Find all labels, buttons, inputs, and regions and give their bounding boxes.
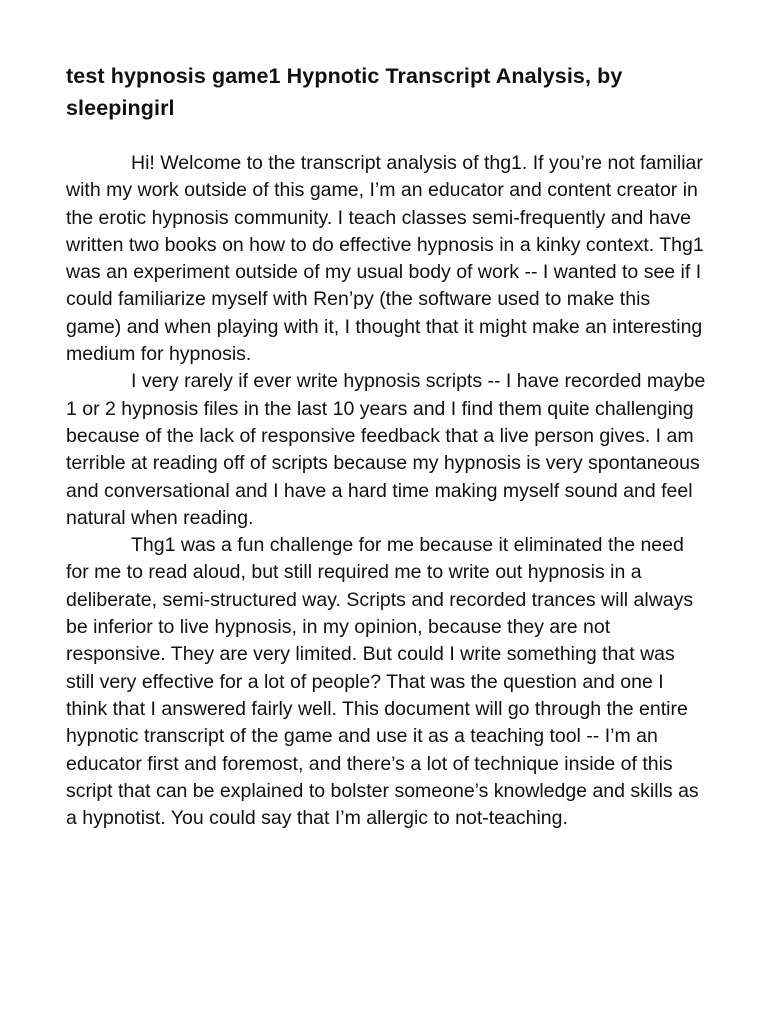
paragraph-3: Thg1 was a fun challenge for me because it eliminated the need for me to read aloud, but still required me to write out hypnosis in a deliberate, semi-structured way. Scripts and recorded trances will always be inferior to live hypnosis, in my opinion, because they are not responsive. They are very limited. But could I write something that was still very effective for a lot of people? That was the question and one I think that I answered fairly well. This document will go through the entire hypnotic transcript of the game and use it as a teaching tool -- I’m an educator first and foremost, and there’s a lot of technique inside of this script that can be explained to bolster someone’s knowledge and skills as a hypnotist. You could say that I’m allergic to not-teaching. bbox=[66, 534, 699, 830]
document-page bbox=[66, 60, 708, 832]
paragraph-2: I very rarely if ever write hypnosis scripts -- I have recorded maybe 1 or 2 hypnosis files in the last 10 years and I find them quite challenging because of the lack of responsive feedback that a live person gives. I am terrible at reading off of scripts because my hypnosis is very spontaneous and conversational and I have a hard time making myself sound and feel natural when reading. bbox=[66, 370, 706, 529]
paragraph-1: Hi! Welcome to the transcript analysis of thg1. If you’re not familiar with my work outside of this game, I’m an educator and content creator in the erotic hypnosis community. I teach classes semi-frequently and have written two books on how to do effective hypnosis in a kinky context. Thg1 was an experiment outside of my usual body of work -- I wanted to see if I could familiarize myself with Ren’py (the software used to make this game) and when playing with it, I thought that it might make an interesting medium for hypnosis. bbox=[66, 152, 704, 366]
document-body bbox=[66, 150, 708, 832]
document-title: test hypnosis game1 Hypnotic Transcript Analysis, by sleepingirl bbox=[66, 64, 623, 120]
